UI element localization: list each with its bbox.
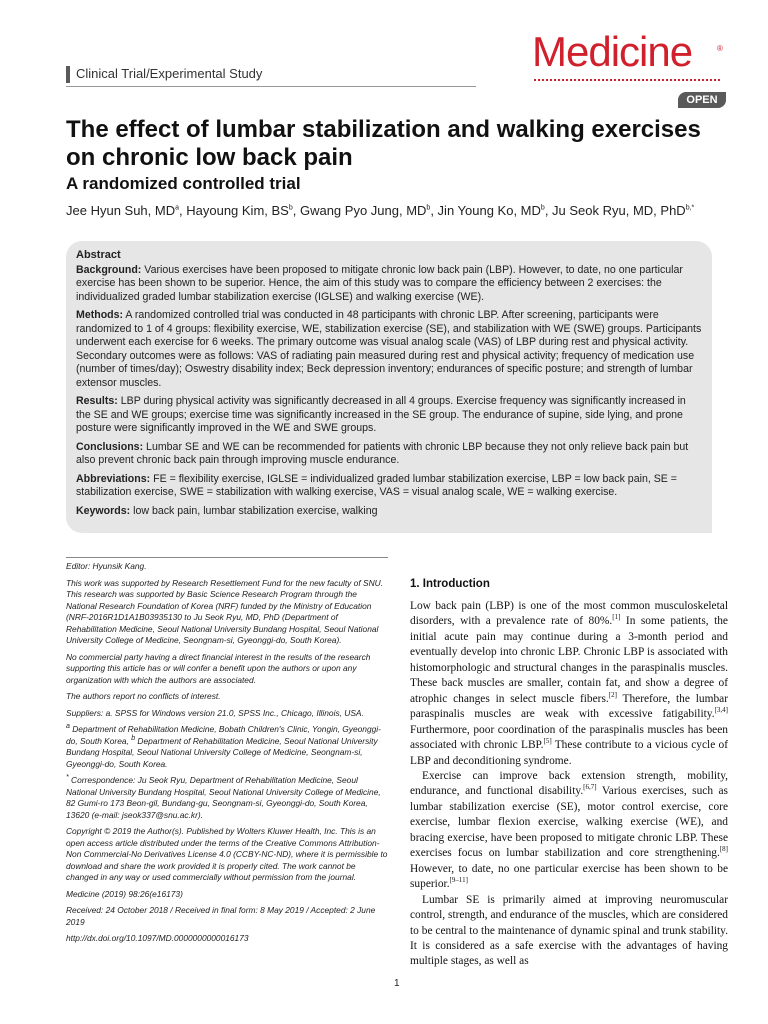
abstract-keywords [76,505,702,519]
results-label: Results: [76,395,118,407]
author-list: Jee Hyun Suh, $MD^a$, Hayoung Kim, $BS^b$, Gwang Pyo Jung, $MD^b$, Jin Young Ko, $MD^b$, Ju Seok Ryu, MD, PhD$^{b,*}$ [66,203,695,218]
article-title: The effect of lumbar stabilization and walking exercises on chronic low back pain [66,116,701,171]
front-notes [66,561,388,950]
copyright-note: Copyright © 2019 the Author(s). Published by Wolters Kluwer Health, Inc. This is an open access article distributed under the terms of the Creative Commons Attribution-Non Commercial-No Derivatives License 4.0 (CCBY-NC-ND), where it is permissible to download and share the work provided it is properly cited. The work cannot be changed in any way or used commercially without permission from the journal. [66,826,388,882]
editor-note: Editor: Hyunsik Kang. [66,561,147,571]
notes-rule [66,557,388,558]
abstract-heading: Abstract [76,249,121,261]
affiliations-note: $^a$ Department of Rehabilitation Medicine, Bobath Children's Clinic, Yongin, Gyeonggi-do, South Korea, $^b$ Department of Rehabilitation Medicine, Seoul National University Bundang Hospital, Seoul National University College of Medicine, Seongnam-si, Gyeonggi-do, South Korea. [66,723,381,769]
journal-logo: Medicine [532,28,693,75]
introduction-heading: 1. Introduction [410,578,490,590]
intro-paragraph-3: Lumbar SE is primarily aimed at improving neuromuscular control, strength, and endurance of the muscles, which are considered to be central to the maintenance of dynamic spinal and trunk stability. It is considered as a safe exercise with the advantages of having multiple stages, as well as [410,893,728,968]
methods-label: Methods: [76,309,124,321]
methods-text: A randomized controlled trial was conducted in 48 participants with chronic LBP. After screening, participants were randomized to 1 of 4 groups: flexibility exercise, WE, stabilization exercise (SE), and stabilization with WE (SWE) groups. Participants underwent each exercise for 6 weeks. The primary outcome was visual analog scale (VAS) of LBP during rest and physical activity. Secondary outcomes were as follows: VAS of radiating pain measured during rest and physical activity; frequency of medication use (number of times/day); Oswestry disability index; Beck depression inventory; endurances of specific posture; and strength of lumbar extensor muscles. [76,309,702,389]
page-number: 1 [394,978,400,989]
section-label: Clinical Trial/Experimental Study [76,66,263,81]
conclusions-text: Lumbar SE and WE can be recommended for patients with chronic LBP because they not only relieve back pain but also prevent chronic back pain through improving muscle endurance. [76,440,689,466]
abbreviations-label: Abbreviations: [76,472,151,485]
abstract-abbreviations [76,473,702,500]
introduction-body [410,599,728,970]
abstract-conclusions [76,441,702,468]
open-access-badge: OPEN [678,92,726,108]
abstract-results [76,395,702,436]
correspondence-note: * Correspondence: Ju Seok Ryu, Department of Rehabilitation Medicine, Seoul National University Bundang Hospital, Seoul National University College of Medicine, 82 Gumi-ro 173 Beon-gil, Bundang-gu, Seongnam-si, Gyeonggi-do, South Korea, 13620 (e-mail: jseok337@snu.ac.kr). [66,774,381,820]
abstract-methods [76,309,702,390]
doi-link[interactable]: http://dx.doi.org/10.1097/MD.0000000000016173 [66,933,249,943]
keywords-label: Keywords: [76,504,131,517]
intro-paragraph-2: Exercise can improve back extension strength, mobility, endurance, and functional disability.[6,7] Various exercises, such as lumbar stabilization exercise (SE), motor control exercise, core exercise, lumbar flexion exercise, walking exercise (WE), and bracing exercise, have been proposed to mitigate chronic LBP. These exercises focus on lumbar stabilization and core strengthening.[8] However, to date, no one particular exercise has been shown to be superior.[9–11] [410,769,728,891]
background-label: Background: [76,263,142,276]
abbreviations-text: FE = flexibility exercise, IGLSE = individualized graded lumbar stabilization exercise, LBP = low back pain, SE = stabilization exercise, SWE = stabilization with walking exercise, VAS = visual analog scale, WE = walking exercise. [76,472,677,498]
results-text: LBP during physical activity was significantly decreased in all 4 groups. Exercise frequency was significantly increased in the SE and WE groups; exercise time was significantly increased in the SE group. The endurance of supine, side lying, and prone posture were significantly improved in the WE and SWE groups. [76,395,686,434]
section-marker [66,66,70,83]
citation-note: Medicine (2019) 98:26(e16173) [66,888,183,899]
intro-paragraph-1: Low back pain (LBP) is one of the most common musculoskeletal disorders, with a prevalence rate of 80%.[1] In some patients, the initial acute pain may continue during a 3-month period and eventually develop into chronic LBP. Chronic LBP is associated with histomorphologic and structural changes in the paraspinalis muscles. These back muscles are smaller, contain fat, and show a degree of atrophic changes in select muscle fibers.[2] Therefore, the lumbar paraspinalis muscles are weak with excessive fatigability.[3,4] Furthermore, poor coordination of the paraspinalis muscles has been associated with chronic LBP.[5] These contribute to a vicious cycle of LBP and deconditioning syndrome. [410,600,728,767]
conflict-statement: The authors report no conflicts of interest. [66,691,221,701]
background-text: Various exercises have been proposed to mitigate chronic low back pain (LBP). However, to date, no one particular exercise has been shown to be superior. Hence, the aim of this study was to compare the efficiency between 2 exercises: the individualized graded lumbar stabilization exercise (IGLSE) and walking exercise (WE). [76,263,683,303]
conflict-note: No commercial party having a direct financial interest in the results of the research supporting this article has or will confer a benefit upon the authors or upon any organization with which the authors are associated. [66,651,371,685]
suppliers-note: Suppliers: a. SPSS for Windows version 21.0, SPSS Inc., Chicago, Illinois, USA. [66,707,364,718]
header-rule [66,86,476,87]
logo-dotted-underline [534,79,720,81]
received-note: Received: 24 October 2018 / Received in final form: 8 May 2019 / Accepted: 2 June 2019 [66,905,376,927]
conclusions-label: Conclusions: [76,440,144,453]
article-subtitle: A randomized controlled trial [66,174,301,193]
abstract-background [76,264,702,305]
registered-mark: ® [717,44,723,53]
abstract-box [66,241,712,533]
keywords-text: low back pain, lumbar stabilization exercise, walking [130,504,378,517]
funding-note: This work was supported by Research Resettlement Fund for the new faculty of SNU. This research was supported by Basic Science Research Program through the National Research Foundation of Korea (NRF) funded by the Ministry of Education (NRF-2016R1D1A1B03935130 to Ju Seok Ryu, MD, PhD (Department of Rehabilitation Medicine, Seoul National University Bundang Hospital, Seoul National University College of Medicine, Seongnam-si, Gyeonggi-do, South Korea). [66,577,383,645]
